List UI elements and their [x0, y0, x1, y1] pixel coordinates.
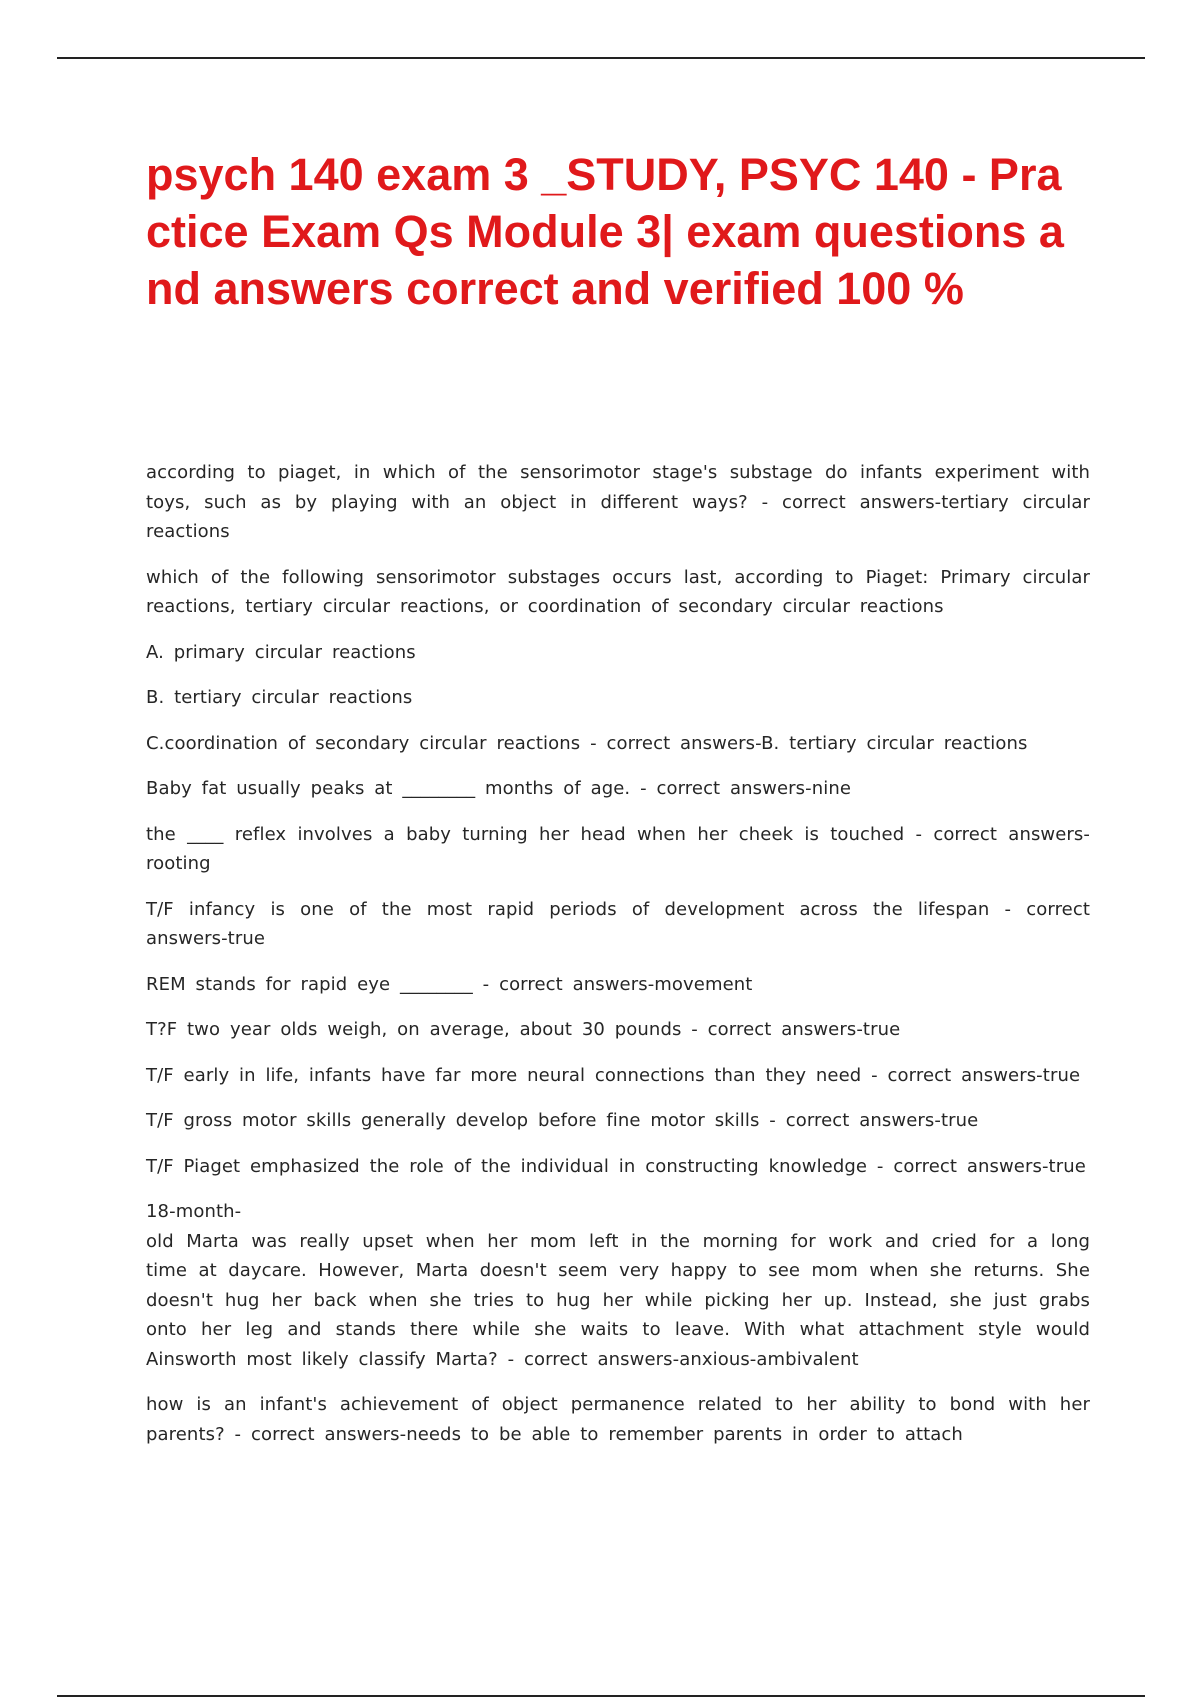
option-a: A. primary circular reactions [146, 641, 416, 663]
header-rule [57, 57, 1145, 59]
paragraph-rooting: the ____ reflex involves a baby turning her head when her cheek is touched - correct answers-rooting [146, 823, 1090, 874]
paragraph-object-permanence: how is an infant's achievement of object permanence related to her ability to bond with her parents? - correct answers-needs to be able to remember parents in order to attach [146, 1394, 1090, 1445]
paragraph-rem: REM stands for rapid eye ________ - correct answers-movement [146, 973, 753, 995]
paragraph-2: which of the following sensorimotor substages occurs last, according to Piaget: Primary circular reactions, tertiary circular reactions, or coordination of secondary circular reactions [146, 566, 1090, 617]
document-body [146, 458, 1090, 1465]
option-b: B. tertiary circular reactions [146, 687, 413, 708]
footer-rule [57, 1695, 1145, 1697]
paragraph-infancy: T/F infancy is one of the most rapid periods of development across the lifespan - correct answers-true [146, 898, 1090, 949]
paragraph-weight: T?F two year olds weigh, on average, about 30 pounds - correct answers-true [146, 1019, 901, 1040]
paragraph-piaget: T/F Piaget emphasized the role of the individual in constructing knowledge - correct answers-true [146, 1155, 1086, 1177]
paragraph-1: according to piaget, in which of the sensorimotor stage's substage do infants experiment with toys, such as by playing with an object in different ways? - correct answers-tertiary circular reactions [146, 462, 1090, 542]
paragraph-marta: 18-month- old Marta was really upset when her mom left in the morning for work and cried for a long time at daycare. However, Marta doesn't seem very happy to see mom when she returns. She doesn't hug her back when she tries to hug her while picking her up. Instead, she just grabs onto her leg and stands there while she waits to leave. With what attachment style would Ainsworth most likely classify Marta? - correct answers-anxious-ambivalent [146, 1201, 1090, 1370]
option-c: C.coordination of secondary circular reactions - correct answers-B. tertiary circular reactions [146, 732, 1028, 754]
document-title: psych 140 exam 3 _STUDY, PSYC 140 - Practice Exam Qs Module 3| exam questions and answers correct and verified 100 % [146, 149, 1064, 314]
paragraph-neural: T/F early in life, infants have far more neural connections than they need - correct answers-true [146, 1064, 1081, 1086]
paragraph-baby-fat: Baby fat usually peaks at ________ months of age. - correct answers-nine [146, 778, 852, 799]
paragraph-motor-skills: T/F gross motor skills generally develop before fine motor skills - correct answers-true [146, 1110, 979, 1131]
